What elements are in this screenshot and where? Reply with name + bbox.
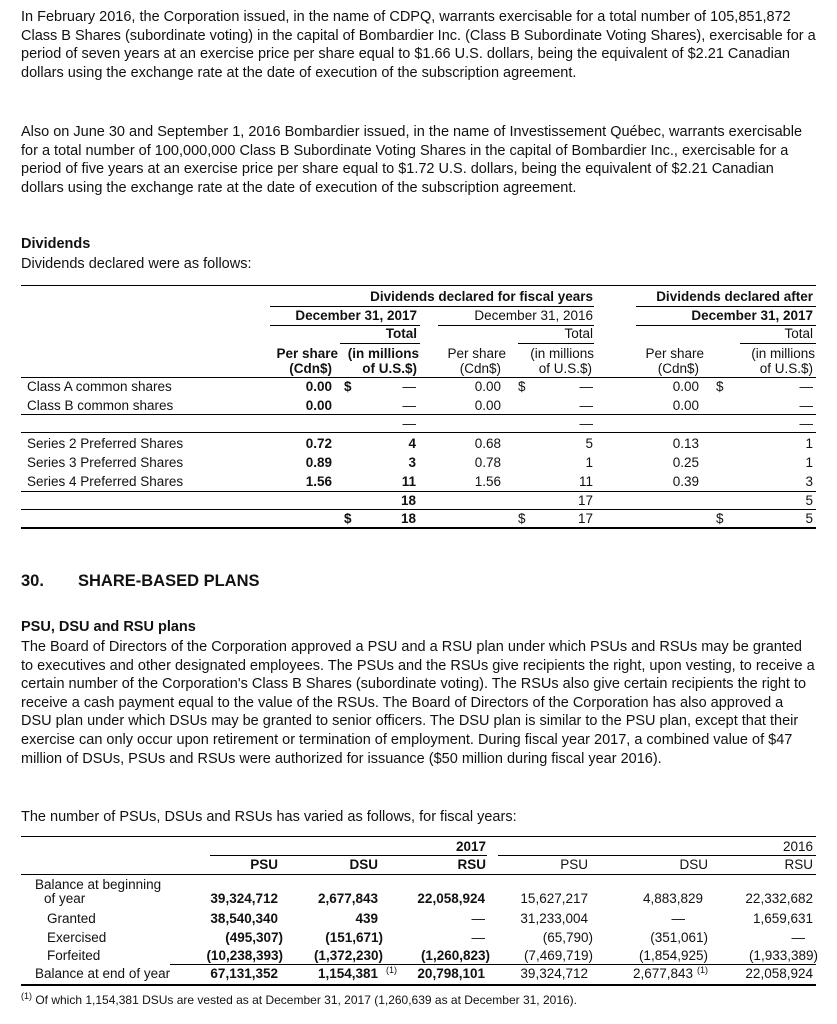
units-intro: The number of PSUs, DSUs and RSUs has varied as follows, for fiscal years:	[21, 809, 517, 825]
footnote-text: Of which 1,154,381 DSUs are vested as at December 31, 2017 (1,260,639 as at December 31, 2016).	[35, 993, 577, 1007]
cell-total-2017: —	[402, 379, 416, 394]
cell-rsu-2016: 1,659,631	[752, 911, 813, 926]
cell-per-share-2016: 0.00	[474, 398, 501, 413]
subtotal-preferred-2017: 18	[400, 493, 416, 508]
cell-psu-2017: 67,131,352	[210, 966, 278, 981]
subtotal-common-after: —	[799, 416, 813, 431]
cell-rsu-2016: 22,332,682	[745, 891, 813, 906]
cell-per-share-after: 0.25	[672, 455, 699, 470]
total-2016: 17	[577, 511, 593, 526]
cell-psu-2016: 15,627,217	[520, 891, 588, 906]
cell-dollar: $	[344, 511, 352, 526]
header-total: Total	[385, 326, 417, 341]
cell-total-after: —	[799, 379, 813, 394]
cell-per-share-2017: 0.72	[305, 436, 332, 451]
header-cdn: (Cdn$)	[657, 361, 699, 376]
header-psu-2016: PSU	[560, 857, 588, 872]
row-label: of year	[44, 891, 86, 906]
total-2017: 18	[400, 511, 416, 526]
cell-rsu-2016: —	[791, 930, 805, 945]
header-in-millions: (in millions	[530, 346, 594, 361]
row-label: Series 4 Preferred Shares	[27, 474, 184, 489]
cell-dsu-2017: 1,154,381	[317, 966, 378, 981]
cell-dsu-2017: 2,677,843	[317, 891, 378, 906]
section-number: 30.	[21, 572, 44, 590]
cell-per-share-2016: 1.56	[474, 474, 501, 489]
footnote-marker: (1)	[697, 965, 708, 975]
header-of-usd: of U.S.$)	[538, 361, 592, 376]
header-in-millions: (in millions	[751, 346, 815, 361]
cell-dollar: $	[344, 379, 352, 394]
cell-per-share-2017: 1.56	[305, 474, 332, 489]
footnote-marker: (1)	[386, 965, 397, 975]
cell-rsu-2017: —	[471, 911, 485, 926]
cell-dsu-2017: (1,372,230)	[313, 948, 383, 963]
cell-dsu-2016: (1,854,925)	[638, 948, 708, 963]
cell-psu-2016: 31,233,004	[520, 911, 588, 926]
cell-total-2016: —	[579, 379, 593, 394]
header-per-share: Per share	[276, 346, 338, 361]
subtotal-common-2017: —	[402, 416, 416, 431]
cell-per-share-2016: 0.78	[474, 455, 501, 470]
cell-total-2016: 1	[585, 455, 593, 470]
row-label: Granted	[47, 911, 96, 926]
cell-per-share-2017: 0.00	[305, 398, 332, 413]
cell-total-2016: 11	[578, 474, 593, 489]
subtotal-preferred-after: 5	[805, 493, 813, 508]
header-year-2017: 2017	[455, 839, 486, 854]
cell-rsu-2016: 22,058,924	[745, 966, 813, 981]
warrants-paragraph-cdpq: In February 2016, the Corporation issued, in the name of CDPQ, warrants exercisable for a total number of 105,851,872 Class B Shares (subordinate voting) in the capital of Bombardier Inc. (Class B Subordinate Voting Shares), exercisable for a period of seven years at an exercise price per share equal to $1.66 U.S. dollars, being the equivalent of $2.21 Canadian dollars using the exchange rate at the date of execution of the subscription agreement.	[21, 9, 816, 81]
row-label: Class A common shares	[27, 379, 172, 394]
header-rsu-2016: RSU	[784, 857, 813, 872]
header-in-millions: (in millions	[347, 346, 419, 361]
header-total: Total	[564, 326, 593, 341]
cell-psu-2017: (10,238,393)	[206, 948, 283, 963]
subtotal-common-2016: —	[579, 416, 593, 431]
header-rsu-2017: RSU	[457, 857, 486, 872]
cell-per-share-2017: 0.00	[305, 379, 332, 394]
cell-total-after: 3	[805, 474, 813, 489]
cell-dsu-2016: —	[671, 911, 685, 926]
cell-total-2017: 11	[401, 474, 416, 489]
dividends-heading: Dividends	[21, 236, 91, 252]
row-label: Class B common shares	[27, 398, 174, 413]
plans-heading: PSU, DSU and RSU plans	[21, 619, 196, 635]
header-year-2016: 2016	[782, 839, 813, 854]
header-cdn: (Cdn$)	[459, 361, 501, 376]
cell-per-share-2017: 0.89	[305, 455, 332, 470]
cell-total-2017: 4	[408, 436, 416, 451]
header-per-share: Per share	[447, 346, 506, 361]
cell-dsu-2016: 2,677,843	[632, 966, 693, 981]
footnote	[21, 992, 577, 1008]
total-after: 5	[805, 511, 813, 526]
header-date-2016: December 31, 2016	[474, 308, 593, 323]
cell-total-after: 1	[805, 455, 813, 470]
header-of-usd: of U.S.$)	[759, 361, 813, 376]
cell-psu-2017: (495,307)	[225, 930, 283, 945]
cell-per-share-after: 0.13	[672, 436, 699, 451]
header-cdn: (Cdn$)	[289, 361, 332, 376]
cell-total-after: —	[799, 398, 813, 413]
cell-dsu-2017: (151,671)	[325, 930, 383, 945]
cell-rsu-2017: 22,058,924	[417, 891, 485, 906]
cell-rsu-2017: —	[471, 930, 485, 945]
cell-rsu-2016: (1,933,389)	[748, 948, 818, 963]
cell-dollar: $	[716, 511, 724, 526]
cell-rsu-2017: (1,260,823)	[420, 948, 490, 963]
cell-psu-2017: 39,324,712	[210, 891, 278, 906]
row-label: Forfeited	[47, 948, 101, 963]
header-date-2017: December 31, 2017	[295, 308, 417, 323]
header-declared-fiscal: Dividends declared for fiscal years	[370, 289, 593, 304]
cell-per-share-after: 0.00	[672, 398, 699, 413]
cell-total-after: 1	[805, 436, 813, 451]
row-label: Balance at beginning	[35, 877, 162, 892]
cell-total-2016: 5	[585, 436, 593, 451]
footnote-marker: (1)	[21, 991, 32, 1001]
cell-dollar: $	[716, 379, 724, 394]
header-per-share: Per share	[645, 346, 704, 361]
cell-per-share-after: 0.00	[672, 379, 699, 394]
header-dsu-2017: DSU	[349, 857, 378, 872]
row-label: Balance at end of year	[35, 966, 171, 981]
cell-psu-2017: 38,540,340	[210, 911, 278, 926]
cell-dollar: $	[518, 379, 526, 394]
table-rule	[21, 285, 816, 286]
header-of-usd: of U.S.$)	[362, 361, 417, 376]
cell-psu-2016: (65,790)	[542, 930, 593, 945]
cell-per-share-after: 0.39	[672, 474, 699, 489]
cell-dsu-2016: 4,883,829	[642, 891, 703, 906]
plans-body: The Board of Directors of the Corporation approved a PSU and a RSU plan under which PSUs and RSUs may be granted to executives and other designated employees. The PSUs and the RSUs give recipients the right, upon vesting, to receive a certain number of the Corporation's Class B Shares (subordinate voting). The RSUs also give certain recipients the right to receive a cash payment equal to the value of the RSUs. The Board of Directors of the Corporation has also approved a DSU plan under which DSUs may be granted to senior officers. The DSU plan is similar to the PSU plan, except that their exercise can only occur upon retirement or termination of employment. During fiscal year 2017, a combined value of $47 million of DSUs, PSUs and RSUs were authorized for issuance ($50 million during fiscal year 2016).	[21, 639, 815, 767]
header-total: Total	[784, 326, 813, 341]
cell-dsu-2017: 439	[355, 911, 378, 926]
cell-per-share-2016: 0.68	[474, 436, 501, 451]
warrants-paragraph-iq: Also on June 30 and September 1, 2016 Bombardier issued, in the name of Investissement Québec, warrants exercisable for a total number of 100,000,000 Class B Subordinate Voting Shares in the capital of Bombardier Inc., exercisable for a period of five years at an exercise price per share equal to $1.72 U.S. dollars, being the equivalent of $2.21 Canadian dollars using the exchange rate at the date of execution of the subscription agreement.	[21, 124, 803, 196]
header-declared-after: Dividends declared after	[656, 289, 813, 304]
cell-rsu-2017: 20,798,101	[417, 966, 485, 981]
subtotal-preferred-2016: 17	[577, 493, 593, 508]
cell-psu-2016: 39,324,712	[520, 966, 588, 981]
row-label: Exercised	[47, 930, 107, 945]
cell-total-2016: —	[579, 398, 593, 413]
row-label: Series 2 Preferred Shares	[27, 436, 184, 451]
dividends-intro: Dividends declared were as follows:	[21, 256, 252, 272]
cell-per-share-2016: 0.00	[474, 379, 501, 394]
cell-total-2017: 3	[408, 455, 416, 470]
cell-dsu-2016: (351,061)	[650, 930, 708, 945]
section-title: SHARE-BASED PLANS	[78, 572, 260, 590]
cell-dollar: $	[518, 511, 526, 526]
cell-total-2017: —	[402, 398, 416, 413]
row-label: Series 3 Preferred Shares	[27, 455, 184, 470]
cell-psu-2016: (7,469,719)	[523, 948, 593, 963]
header-dsu-2016: DSU	[679, 857, 708, 872]
header-psu-2017: PSU	[250, 857, 278, 872]
header-after-date: December 31, 2017	[691, 308, 813, 323]
